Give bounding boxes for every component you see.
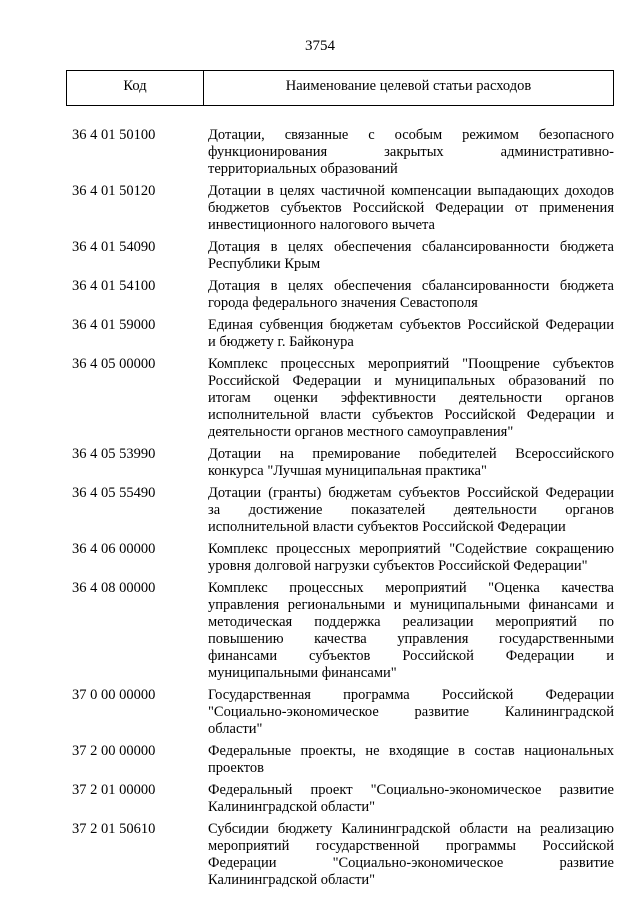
row-name-line: уровня долговой нагрузки субъектов Российской Федерации" bbox=[208, 558, 588, 574]
row-name-line: функционирования закрытых административно- bbox=[208, 144, 614, 160]
row-name bbox=[208, 239, 614, 273]
row-name-line: Дотации в целях частичной компенсации выпадающих доходов bbox=[208, 183, 614, 199]
row-name-line: Единая субвенция бюджетам субъектов Российской Федерации bbox=[208, 317, 614, 333]
row-name-line: и бюджету г. Байконура bbox=[208, 334, 354, 350]
row-name-line: методическая поддержка реализации мероприятий по bbox=[208, 614, 614, 630]
table-row bbox=[0, 446, 640, 480]
row-name-line: Российской Федерации и муниципальных образований по bbox=[208, 373, 614, 389]
row-code: 36 4 01 50120 bbox=[72, 183, 156, 199]
row-name bbox=[208, 541, 614, 575]
row-name bbox=[208, 821, 614, 889]
row-name-line: Государственная программа Российской Федерации bbox=[208, 687, 614, 703]
row-name-line: мероприятий государственной программы Российской bbox=[208, 838, 614, 854]
row-code: 36 4 01 59000 bbox=[72, 317, 156, 333]
row-name bbox=[208, 782, 614, 816]
row-name-line: конкурса "Лучшая муниципальная практика" bbox=[208, 463, 487, 479]
row-name bbox=[208, 127, 614, 178]
row-code: 36 4 01 54100 bbox=[72, 278, 156, 294]
table-row bbox=[0, 127, 640, 178]
row-name-line: Калининградской области" bbox=[208, 799, 376, 815]
row-code: 36 4 05 53990 bbox=[72, 446, 156, 462]
table-row bbox=[0, 743, 640, 777]
row-name-line: бюджетов субъектов Российской Федерации от применения bbox=[208, 200, 614, 216]
row-name-line: "Социально-экономическое развитие Калининградской bbox=[208, 704, 614, 720]
row-name bbox=[208, 356, 614, 441]
table-row bbox=[0, 782, 640, 816]
table-row bbox=[0, 580, 640, 682]
row-name bbox=[208, 687, 614, 738]
table-row bbox=[0, 821, 640, 889]
row-name bbox=[208, 278, 614, 312]
table-row bbox=[0, 541, 640, 575]
table-row bbox=[0, 239, 640, 273]
row-name-line: повышению качества управления государственными bbox=[208, 631, 614, 647]
row-code: 36 4 05 00000 bbox=[72, 356, 156, 372]
row-name bbox=[208, 485, 614, 536]
row-name bbox=[208, 580, 614, 682]
row-name-line: инвестиционного налогового вычета bbox=[208, 217, 435, 233]
row-code: 36 4 01 50100 bbox=[72, 127, 156, 143]
row-name bbox=[208, 317, 614, 351]
row-name-line: области" bbox=[208, 721, 263, 737]
table-row bbox=[0, 485, 640, 536]
row-name-line: Комплекс процессных мероприятий "Оценка качества bbox=[208, 580, 614, 596]
row-code: 36 4 05 55490 bbox=[72, 485, 156, 501]
row-code: 36 4 08 00000 bbox=[72, 580, 156, 596]
table-header bbox=[66, 70, 614, 106]
row-name-line: территориальных образований bbox=[208, 161, 398, 177]
row-name-line: Дотации, связанные с особым режимом безопасного bbox=[208, 127, 614, 143]
row-name-line: деятельности органов местного самоуправления" bbox=[208, 424, 514, 440]
row-name-line: Федерации "Социально-экономическое развитие bbox=[208, 855, 614, 871]
row-name-line: муниципальными финансами" bbox=[208, 665, 397, 681]
row-name-line: Комплекс процессных мероприятий "Поощрение субъектов bbox=[208, 356, 614, 372]
table-row bbox=[0, 183, 640, 234]
page-number: 3754 bbox=[305, 38, 335, 54]
table-row bbox=[0, 687, 640, 738]
row-name-line: Субсидии бюджету Калининградской области на реализацию bbox=[208, 821, 614, 837]
row-name bbox=[208, 743, 614, 777]
row-code: 36 4 06 00000 bbox=[72, 541, 156, 557]
budget-items-list bbox=[0, 127, 640, 894]
row-name-line: Федеральные проекты, не входящие в состав национальных bbox=[208, 743, 614, 759]
row-name-line: исполнительной власти субъектов Российской Федерации bbox=[208, 519, 566, 535]
table-row bbox=[0, 356, 640, 441]
row-code: 37 2 01 50610 bbox=[72, 821, 156, 837]
row-name-line: управления региональными и муниципальными финансами и bbox=[208, 597, 614, 613]
row-name-line: Калининградской области" bbox=[208, 872, 376, 888]
row-name-line: проектов bbox=[208, 760, 264, 776]
row-name bbox=[208, 446, 614, 480]
row-code: 37 0 00 00000 bbox=[72, 687, 156, 703]
row-name-line: Федеральный проект "Социально-экономическое развитие bbox=[208, 782, 614, 798]
header-code-label: Код bbox=[67, 71, 204, 105]
row-name-line: итогам оценки эффективности деятельности органов bbox=[208, 390, 614, 406]
table-row bbox=[0, 278, 640, 312]
row-code: 37 2 01 00000 bbox=[72, 782, 156, 798]
row-name-line: Дотация в целях обеспечения сбалансированности бюджета bbox=[208, 278, 614, 294]
row-name-line: Дотация в целях обеспечения сбалансированности бюджета bbox=[208, 239, 614, 255]
row-name-line: финансами субъектов Российской Федерации и bbox=[208, 648, 614, 664]
row-name-line: Дотации на премирование победителей Всероссийского bbox=[208, 446, 614, 462]
row-name-line: Комплекс процессных мероприятий "Содействие сокращению bbox=[208, 541, 614, 557]
header-name-label: Наименование целевой статьи расходов bbox=[285, 78, 532, 94]
row-code: 36 4 01 54090 bbox=[72, 239, 156, 255]
row-name-line: за достижение показателей деятельности органов bbox=[208, 502, 614, 518]
row-code: 37 2 00 00000 bbox=[72, 743, 156, 759]
row-name-line: Дотации (гранты) бюджетам субъектов Российской Федерации bbox=[208, 485, 614, 501]
table-row bbox=[0, 317, 640, 351]
row-name-line: города федерального значения Севастополя bbox=[208, 295, 478, 311]
row-name bbox=[208, 183, 614, 234]
row-name-line: исполнительной власти субъектов Российской Федерации и bbox=[208, 407, 614, 423]
row-name-line: Республики Крым bbox=[208, 256, 321, 272]
